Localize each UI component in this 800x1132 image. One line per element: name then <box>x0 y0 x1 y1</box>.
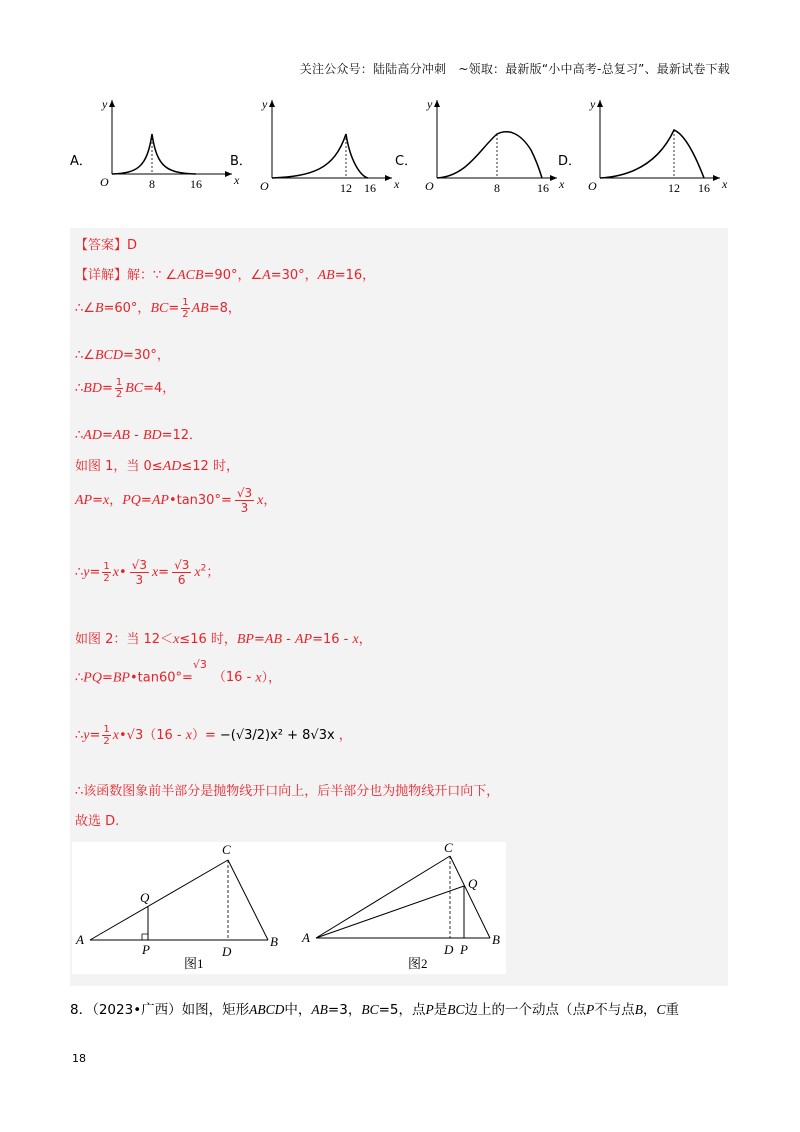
math-var: BC <box>361 1002 379 1017</box>
point-p-label: P <box>142 942 150 957</box>
text: ∴∠ <box>75 301 95 316</box>
text: = <box>89 728 101 743</box>
detail-tag: 【详解】 <box>75 268 128 283</box>
text: ； <box>206 565 220 580</box>
math-var: BD <box>142 428 162 443</box>
text: （16 - <box>212 670 256 686</box>
origin-label: O <box>260 179 269 193</box>
origin-label: O <box>100 175 109 189</box>
fraction <box>172 558 191 587</box>
x-axis-label: x <box>722 177 728 191</box>
math-var: BC <box>447 1002 465 1017</box>
answer-value: D <box>127 238 138 253</box>
page-header: 关注公众号：陆陆高分冲刺 ~领取：最新版“小中高考-总复习”、最新试卷下载 <box>299 62 730 76</box>
text: •tan30°= <box>168 493 232 508</box>
detail-line-11 <box>75 724 352 747</box>
answer-tag: 【答案】 <box>75 238 128 253</box>
denominator: 2 <box>115 389 123 400</box>
text: =60°， <box>103 301 151 316</box>
text: ， <box>643 1002 657 1018</box>
detail-line-8 <box>75 558 219 587</box>
text: 不与点 <box>594 1002 635 1018</box>
text: ∴ <box>75 381 84 396</box>
fraction <box>235 486 254 515</box>
text: ）= <box>191 728 216 743</box>
text: 是 <box>433 1002 448 1018</box>
x-axis-label: x <box>559 177 565 191</box>
vertex-a-label: A <box>302 930 310 945</box>
fraction <box>115 377 123 400</box>
math-var: BP <box>236 632 254 647</box>
point-d-label: D <box>444 942 454 957</box>
detail-line-9 <box>75 628 372 648</box>
text: ， <box>263 493 277 508</box>
math-var: ABCD <box>249 1002 285 1017</box>
text: =3， <box>327 1002 362 1018</box>
vertex-a-label: A <box>76 932 84 947</box>
math-var: PQ <box>83 670 102 686</box>
option-c-graph <box>417 90 567 200</box>
y-axis-label: y <box>102 97 108 111</box>
tick-label-end: 16 <box>698 181 710 195</box>
option-label: C． <box>395 154 418 169</box>
text: 8．（2023•广西）如图，矩形 <box>70 1002 250 1018</box>
math-var: y <box>83 565 90 580</box>
tick-label-end: 16 <box>537 181 549 195</box>
detail-line-3 <box>75 344 170 364</box>
text: =4， <box>143 381 176 396</box>
math-var: AB <box>191 301 209 316</box>
math-var: x <box>257 493 264 508</box>
fraction <box>130 558 149 587</box>
numerator: √3 <box>131 558 147 572</box>
numerator: 1 <box>115 377 123 388</box>
math-var: AD <box>83 428 102 443</box>
option-d-graph <box>580 90 730 200</box>
page-number: 18 <box>72 1052 86 1065</box>
point-q-label: Q <box>468 876 478 891</box>
answer-line <box>75 234 137 253</box>
numerator: 1 <box>103 724 110 735</box>
math-var: AB <box>317 268 335 283</box>
text: = <box>140 493 152 508</box>
vertex-b-label: B <box>270 934 278 949</box>
text: =16 - <box>312 632 353 647</box>
answer-options <box>70 90 730 200</box>
x-axis-label: x <box>234 173 240 187</box>
tick-label-peak: 8 <box>149 177 155 191</box>
math-var: x <box>255 670 262 686</box>
question-8 <box>70 998 730 1018</box>
math-var: PQ <box>122 493 141 508</box>
figure-1-caption: 图1 <box>184 956 204 971</box>
tick-label-end: 16 <box>190 177 202 191</box>
math-var: x <box>112 565 119 580</box>
text: • <box>119 565 127 580</box>
option-label: B． <box>230 154 252 169</box>
math-var: AB <box>264 632 282 647</box>
denominator: 2 <box>103 573 110 584</box>
text: - <box>282 632 295 647</box>
math-var: BC <box>150 301 169 316</box>
sqrt-term: √3 <box>192 658 207 671</box>
text: ∴ <box>75 670 84 686</box>
tick-label-peak: 8 <box>494 181 500 195</box>
detail-line-13: 故选 D. <box>75 814 120 829</box>
option-b-graph <box>252 90 402 200</box>
point-d-label: D <box>222 944 232 959</box>
y-axis-label: y <box>590 97 596 111</box>
denominator: 6 <box>177 573 186 587</box>
detail-line-4 <box>75 377 175 400</box>
math-var: B <box>94 301 104 316</box>
text: 重 <box>665 1002 680 1018</box>
text: =30°， <box>270 268 318 283</box>
text: = <box>101 381 113 396</box>
math-var: x <box>194 565 201 580</box>
math-var: y <box>83 728 90 743</box>
math-var: x <box>151 565 159 580</box>
text: 解：∵ ∠ <box>127 268 178 283</box>
text: =90°，∠ <box>203 268 263 283</box>
option-label: A． <box>70 154 92 169</box>
tick-label-end: 16 <box>364 181 376 195</box>
math-var: P <box>586 1002 595 1017</box>
vertex-b-label: B <box>492 932 500 947</box>
text: =5，点 <box>378 1002 426 1018</box>
math-var: P <box>425 1002 434 1017</box>
fraction <box>102 561 110 584</box>
math-var: x <box>185 728 192 743</box>
text: = <box>158 565 170 580</box>
vertex-c-label: C <box>444 842 453 855</box>
text: ≤16 时， <box>179 632 237 647</box>
text: ∴ <box>75 728 84 743</box>
text: = <box>101 670 113 686</box>
option-label: D． <box>558 154 582 169</box>
text: = <box>101 428 113 443</box>
point-q-label: Q <box>140 890 150 905</box>
detail-line-2 <box>75 297 241 320</box>
text: ）， <box>261 670 282 686</box>
math-var: AD <box>162 459 182 474</box>
text: = <box>89 565 101 580</box>
text: 边上的一个动点（点 <box>464 1002 587 1018</box>
math-var: BD <box>83 381 102 396</box>
text: - <box>129 428 143 443</box>
text: 中， <box>284 1002 312 1018</box>
math-var: AP <box>294 632 313 647</box>
figures <box>72 842 506 974</box>
math-var: x <box>352 632 359 647</box>
text: = <box>253 632 265 647</box>
math-var: BP <box>112 670 130 686</box>
math-var: x <box>103 493 110 508</box>
math-var: BCD <box>94 348 123 363</box>
text: =8， <box>208 301 241 316</box>
text: ， <box>109 493 123 508</box>
denominator: 3 <box>135 573 144 587</box>
fraction <box>102 724 110 747</box>
text: = <box>92 493 104 508</box>
math-var: x <box>112 728 119 743</box>
x-axis-label: x <box>394 177 400 191</box>
numerator: 1 <box>182 297 189 308</box>
y-axis-label: y <box>262 97 268 111</box>
math-var: x <box>173 632 180 647</box>
text: =30°， <box>122 348 170 363</box>
math-var: AP <box>151 493 169 508</box>
text: •√3（16 - <box>119 728 186 743</box>
detail-line-5 <box>75 424 202 444</box>
math-var: AB <box>311 1002 328 1017</box>
detail-line-12: ∴该函数图象前半部分是抛物线开口向上，后半部分也为抛物线开口向下， <box>75 784 500 799</box>
fraction <box>181 297 189 320</box>
text: ， <box>338 728 352 743</box>
math-var: A <box>262 268 271 283</box>
result-expression: −(√3/2)x² + 8√3x <box>219 728 335 743</box>
option-a-graph <box>92 90 242 200</box>
text: ≤12 时， <box>181 459 239 474</box>
text: ∴∠ <box>75 348 95 363</box>
text: = <box>168 301 180 316</box>
tick-label-peak: 12 <box>340 181 352 195</box>
text: ∴ <box>75 428 84 443</box>
figures-svg <box>72 842 506 974</box>
math-var: ACB <box>177 268 204 283</box>
figure-2 <box>301 842 500 971</box>
math-var: AP <box>75 493 93 508</box>
text: ∴ <box>75 565 84 580</box>
point-p-label: P <box>460 942 468 957</box>
figure-1 <box>75 842 278 971</box>
math-var: C <box>656 1002 666 1017</box>
text: =12． <box>161 428 203 443</box>
math-var: AB <box>112 428 130 443</box>
denominator: 2 <box>182 309 189 320</box>
math-var: B <box>634 1002 644 1017</box>
denominator: 3 <box>240 501 249 515</box>
detail-line-10 <box>75 658 282 686</box>
detail-line-7 <box>75 486 276 515</box>
detail-line-6 <box>75 455 239 475</box>
text: •tan60°= <box>129 670 193 686</box>
denominator: 2 <box>103 736 110 747</box>
origin-label: O <box>425 179 434 193</box>
math-var: BC <box>125 381 144 396</box>
text: ， <box>358 632 372 647</box>
numerator: 1 <box>103 561 110 572</box>
numerator: √3 <box>236 486 253 500</box>
detail-line-1 <box>75 264 375 284</box>
text: 如图 1，当 0≤ <box>75 459 163 474</box>
figure-2-caption: 图2 <box>408 956 428 971</box>
origin-label: O <box>588 179 597 193</box>
text: =16， <box>334 268 376 283</box>
y-axis-label: y <box>427 97 433 111</box>
numerator: √3 <box>174 558 190 572</box>
vertex-c-label: C <box>222 842 231 857</box>
text: 如图 2：当 12＜ <box>75 632 174 647</box>
superscript: 2 <box>200 563 207 574</box>
tick-label-peak: 12 <box>668 181 680 195</box>
